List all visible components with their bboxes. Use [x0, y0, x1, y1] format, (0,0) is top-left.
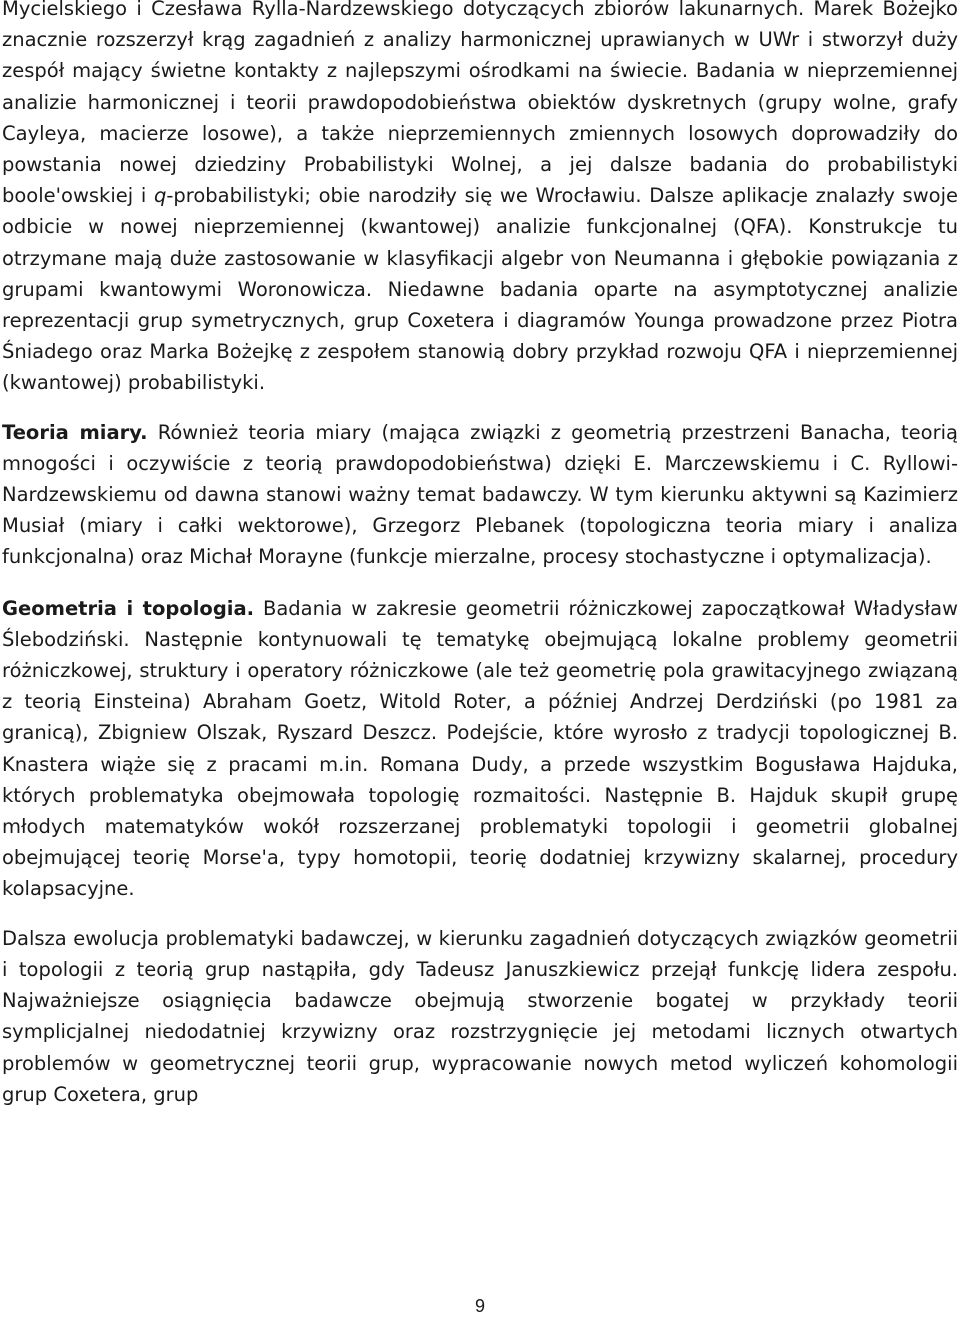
italic-q: q — [153, 184, 167, 208]
paragraph-geometry-topology — [2, 593, 958, 905]
section-heading-geometry-topology: Geometria i topologia. — [2, 596, 255, 620]
paragraph-text: Badania w zakresie geometrii różniczkowej zapoczątkował Władysław Ślebodziński. Następnie kontynuowali tę tematykę obejmującą lokalne problemy geometrii różniczkowej, struktury i operatory różniczkowe (ale też geometrię pola grawitacyjnego związaną z teorią Einsteina) Abraham Goetz, Witold Roter, a później Andrzej Derdziński (po 1981 za granicą), Zbigniew Olszak, Ryszard Deszcz. Podejście, które wyrosło z tradycji topologicznej B. Knastera wiąże się z pracami m.in. Romana Dudy, a przede wszystkim Bogusława Hajduka, których problematyka obejmowała topologię rozmaitości. Następnie B. Hajduk skupił grupę młodych matematyków wokół rozszerzanej problematyki topologii i geometrii globalnej obejmującej teorię Morse'a, typy homotopii, teorię dodatniej krzywizny skalarnej, procedury kolapsacyjne. — [2, 596, 958, 901]
paragraph-text: Również teoria miary (mająca związki z geometrią przestrzeni Banacha, teorią mnogości i oczywiście z teorią prawdopodobieństwa) dzięki E. Marczewskiemu i C. Ryllowi-Nardzewskiemu od dawna stanowi ważny temat badawczy. W tym kierunku aktywni są Kazimierz Musiał (miary i całki wektorowe), Grzegorz Plebanek (topologiczna teoria miary i analiza funkcjonalna) oraz Michał Morayne (funkcje mierzalne, procesy stochastyczne i optymalizacja). — [2, 420, 958, 569]
paragraph-harmonic-analysis — [2, 0, 958, 399]
section-heading-measure-theory: Teoria miary. — [2, 420, 148, 444]
paragraph-text-continued: -probabilistyki; obie narodziły się we Wrocławiu. Dalsze aplikacje znalazły swoje odbicie w nowej nieprzemiennej (kwantowej) analizie funkcjonalnej (QFA). Konstrukcje tu otrzymane mają duże zastosowanie w klasyfikacji algebr von Neumanna i głębokie powiązania z grupami kwantowymi Woronowicza. Niedawne badania oparte na asymptotycznej analizie reprezentacji grup symetrycznych, grup Coxetera i diagramów Younga prowadzone przez Piotra Śniadego oraz Marka Bożejkę z zespołem stanowią dobry przykład rozwoju QFA i nieprzemiennej (kwantowej) probabilistyki. — [2, 184, 958, 395]
paragraph-further-evolution — [2, 923, 958, 1110]
paragraph-text: Dalsza ewolucja problematyki badawczej, w kierunku zagadnień dotyczących związków geometrii i topologii z teorią grup nastąpiła, gdy Tadeusz Januszkiewicz przejął funkcję lidera zespołu. Najważniejsze osiągnięcia badawcze obejmują stworzenie bogatej w przykłady teorii symplicjalnej niedodatniej krzywizny oraz rozstrzygnięcie jej metodami licznych otwartych problemów w geometrycznej teorii grup, wypracowanie nowych metod wyliczeń kohomologii grup Coxetera, grup — [2, 926, 958, 1106]
paragraph-measure-theory — [2, 417, 958, 573]
paragraph-text: Mycielskiego i Czesława Rylla-Nardzewskiego dotyczących zbiorów lakunarnych. Marek Bożejko znacznie rozszerzył krąg zagadnień z analizy harmonicznej uprawianych w UWr i stworzył duży zespół mający świetne kontakty z najlepszymi ośrodkami na świecie. Badania w nieprzemiennej analizie harmonicznej i teorii prawdopodobieństwa obiektów dyskretnych (grupy wolne, grafy Cayleya, macierze losowe), a także nieprzemiennych zmiennych losowych doprowadziły do powstania nowej dziedziny Probabilistyki Wolnej, a jej dalsze badania do probabilistyki boole'owskiej i — [2, 0, 958, 208]
page-number: 9 — [474, 1296, 485, 1316]
